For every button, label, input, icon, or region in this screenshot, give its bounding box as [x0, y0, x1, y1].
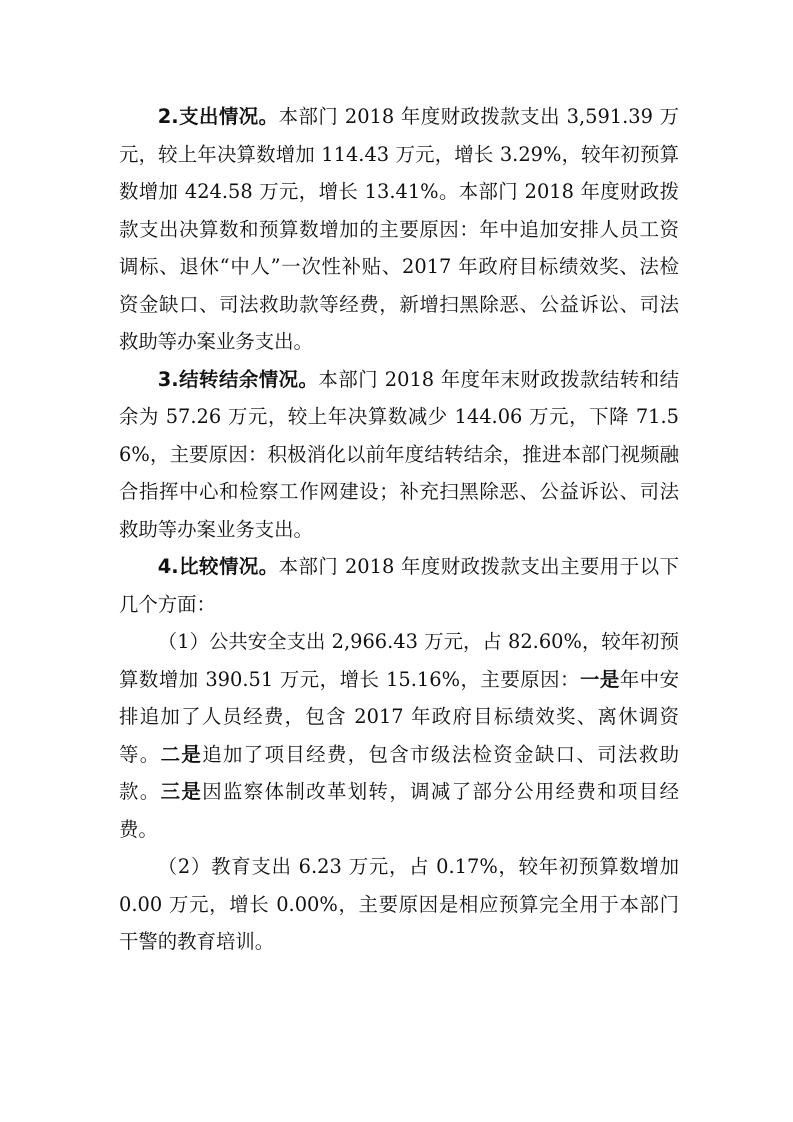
text-second: 追加了项目经费，包含市级法检资金缺口、司法救助款。 — [119, 742, 680, 803]
heading-expenditure: 2.支出情况。 — [157, 105, 279, 128]
paragraph-education — [119, 848, 679, 961]
text-first: 年中安排追加了人员经费，包含 2017 年政府目标绩效奖、离休调资等。 — [119, 667, 680, 766]
text-comparison: 本部门 2018 年度财政拨款支出主要用于以下几个方面： — [119, 555, 679, 616]
paragraph-public-security — [119, 623, 679, 848]
label-third: 三是 — [160, 780, 203, 803]
text-education: （2）教育支出 6.23 万元，占 0.17%，较年初预算数增加 0.00 万元，增长 0.00%，主要原因是相应预算完全用于本部门干警的教育培训。 — [119, 855, 679, 953]
text-expenditure: 本部门 2018 年度财政拨款支出 3,591.39 万元，较上年决算数增加 114.43 万元，增长 3.29%，较年初预算数增加 424.58 万元，增长 13.41%。本部门 2018 年度财政拨款支出决算数和预算数增加的主要原因：年中追加安排人员工资调标、退休“中人”一次性补贴、2017 年政府目标绩效奖、法检资金缺口、司法救助款等经费，新增扫黑除恶、公益诉讼、司法救助等办案业务支出。 — [119, 105, 680, 353]
document-page — [119, 98, 679, 961]
text-third: 因监察体制改革划转，调减了部分公用经费和项目经费。 — [119, 780, 680, 841]
label-first: 一是 — [579, 667, 620, 691]
paragraph-carryover — [119, 361, 679, 549]
label-second: 二是 — [160, 742, 203, 766]
heading-carryover: 3.结转结余情况。 — [157, 367, 319, 391]
text-public-security-intro: （1）公共安全支出 2,966.43 万元，占 82.60%，较年初预算数增加 390.51 万元，增长 15.16%，主要原因： — [119, 630, 679, 691]
heading-comparison: 4.比较情况。 — [157, 555, 279, 578]
text-carryover: 本部门 2018 年度年末财政拨款结转和结余为 57.26 万元，较上年决算数减少 144.06 万元，下降 71.56%，主要原因：积极消化以前年度结转结余，推进本部门视频融合指挥中心和检察工作网建设；补充扫黑除恶、公益诉讼、司法救助等办案业务支出。 — [119, 367, 679, 541]
paragraph-expenditure — [119, 98, 679, 361]
paragraph-comparison — [119, 548, 679, 623]
